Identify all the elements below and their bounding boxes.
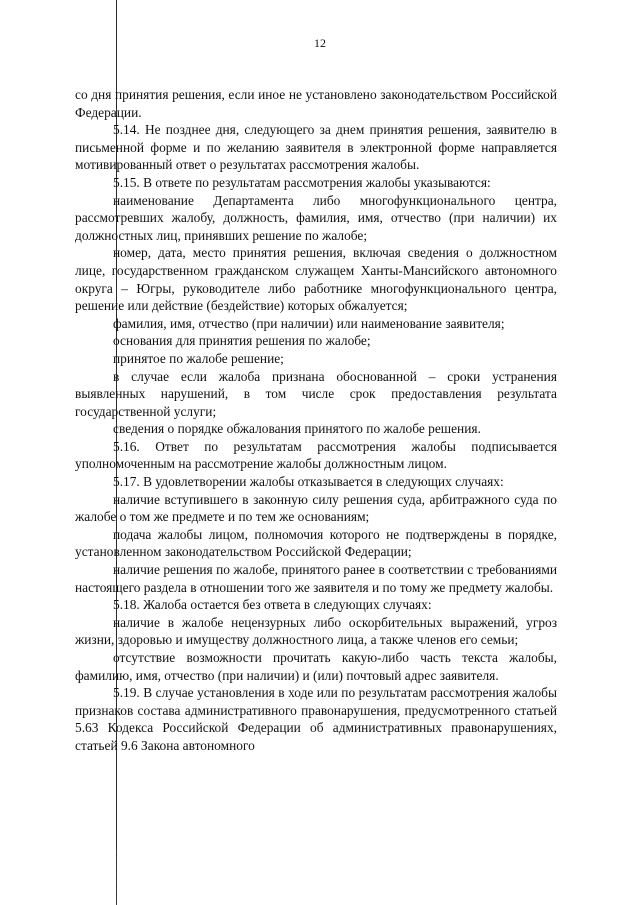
paragraph: основания для принятия решения по жалобе; <box>113 333 371 349</box>
paragraph-5-19: 5.19. В случае установления в ходе или по результатам рассмотрения жалобы признаков состава административного правонарушения, предусмотренного статьей 5.63 Кодекса Российской Федерации об административных правонарушениях, статьей 9.6 Закона автономного <box>75 685 557 753</box>
paragraph: наличие в жалобе нецензурных либо оскорбительных выражений, угроз жизни, здоровью и имуществу должностного лица, а также членов его семьи; <box>75 614 557 648</box>
paragraph-5-18: 5.18. Жалоба остается без ответа в следующих случаях: <box>113 597 432 613</box>
paragraph: номер, дата, место принятия решения, включая сведения о должностном лице, государственном гражданском служащем Ханты-Мансийского автономного округа – Югры, руководителе либо работнике многофункционального центра, решение или действие (бездействие) которых обжалуется; <box>75 245 557 314</box>
paragraph: фамилия, имя, отчество (при наличии) или наименование заявителя; <box>113 315 505 331</box>
paragraph-5-15: 5.15. В ответе по результатам рассмотрения жалобы указываются: <box>113 174 491 190</box>
page-number: 12 <box>314 36 326 50</box>
paragraph: подача жалобы лицом, полномочия которого не подтверждены в порядке, установленном законодательством Российской Федерации; <box>75 526 557 560</box>
paragraph: наименование Департамента либо многофункционального центра, рассмотревших жалобу, должность, фамилия, имя, отчество (при наличии) их должностных лиц, принявших решение по жалобе; <box>75 192 557 243</box>
paragraph: наличие решения по жалобе, принятого ранее в соответствии с требованиями настоящего раздела в отношении того же заявителя и по тому же предмету жалобы. <box>75 562 557 595</box>
scan-fold-line-dotted <box>116 850 118 905</box>
paragraph-continuation: со дня принятия решения, если иное не установлено законодательством Российской Федерации. <box>75 87 557 120</box>
paragraph-5-17: 5.17. В удовлетворении жалобы отказывается в следующих случаях: <box>113 474 504 490</box>
paragraph: наличие вступившего в законную силу решения суда, арбитражного суда по жалобе о том же предмете и по тем же основаниям; <box>75 491 557 525</box>
paragraph-5-14: 5.14. Не позднее дня, следующего за днем принятия решения, заявителю в письменной форме и по желанию заявителя в электронной форме направляется мотивированный ответ о результатах рассмотрения жалобы. <box>75 122 557 173</box>
paragraph: принятое по жалобе решение; <box>113 350 284 366</box>
paragraph: отсутствие возможности прочитать какую-либо часть текста жалобы, фамилию, имя, отчество (при наличии) и (или) почтовый адрес заявителя. <box>75 650 557 683</box>
document-body <box>75 86 557 755</box>
paragraph: сведения о порядке обжалования принятого по жалобе решения. <box>113 421 481 437</box>
paragraph: в случае если жалоба признана обоснованной – сроки устранения выявленных нарушений, в том числе срок предоставления результата государственной услуги; <box>75 368 557 419</box>
paragraph-5-16: 5.16. Ответ по результатам рассмотрения жалобы подписывается уполномоченным на рассмотрение жалобы должностным лицом. <box>75 438 557 472</box>
